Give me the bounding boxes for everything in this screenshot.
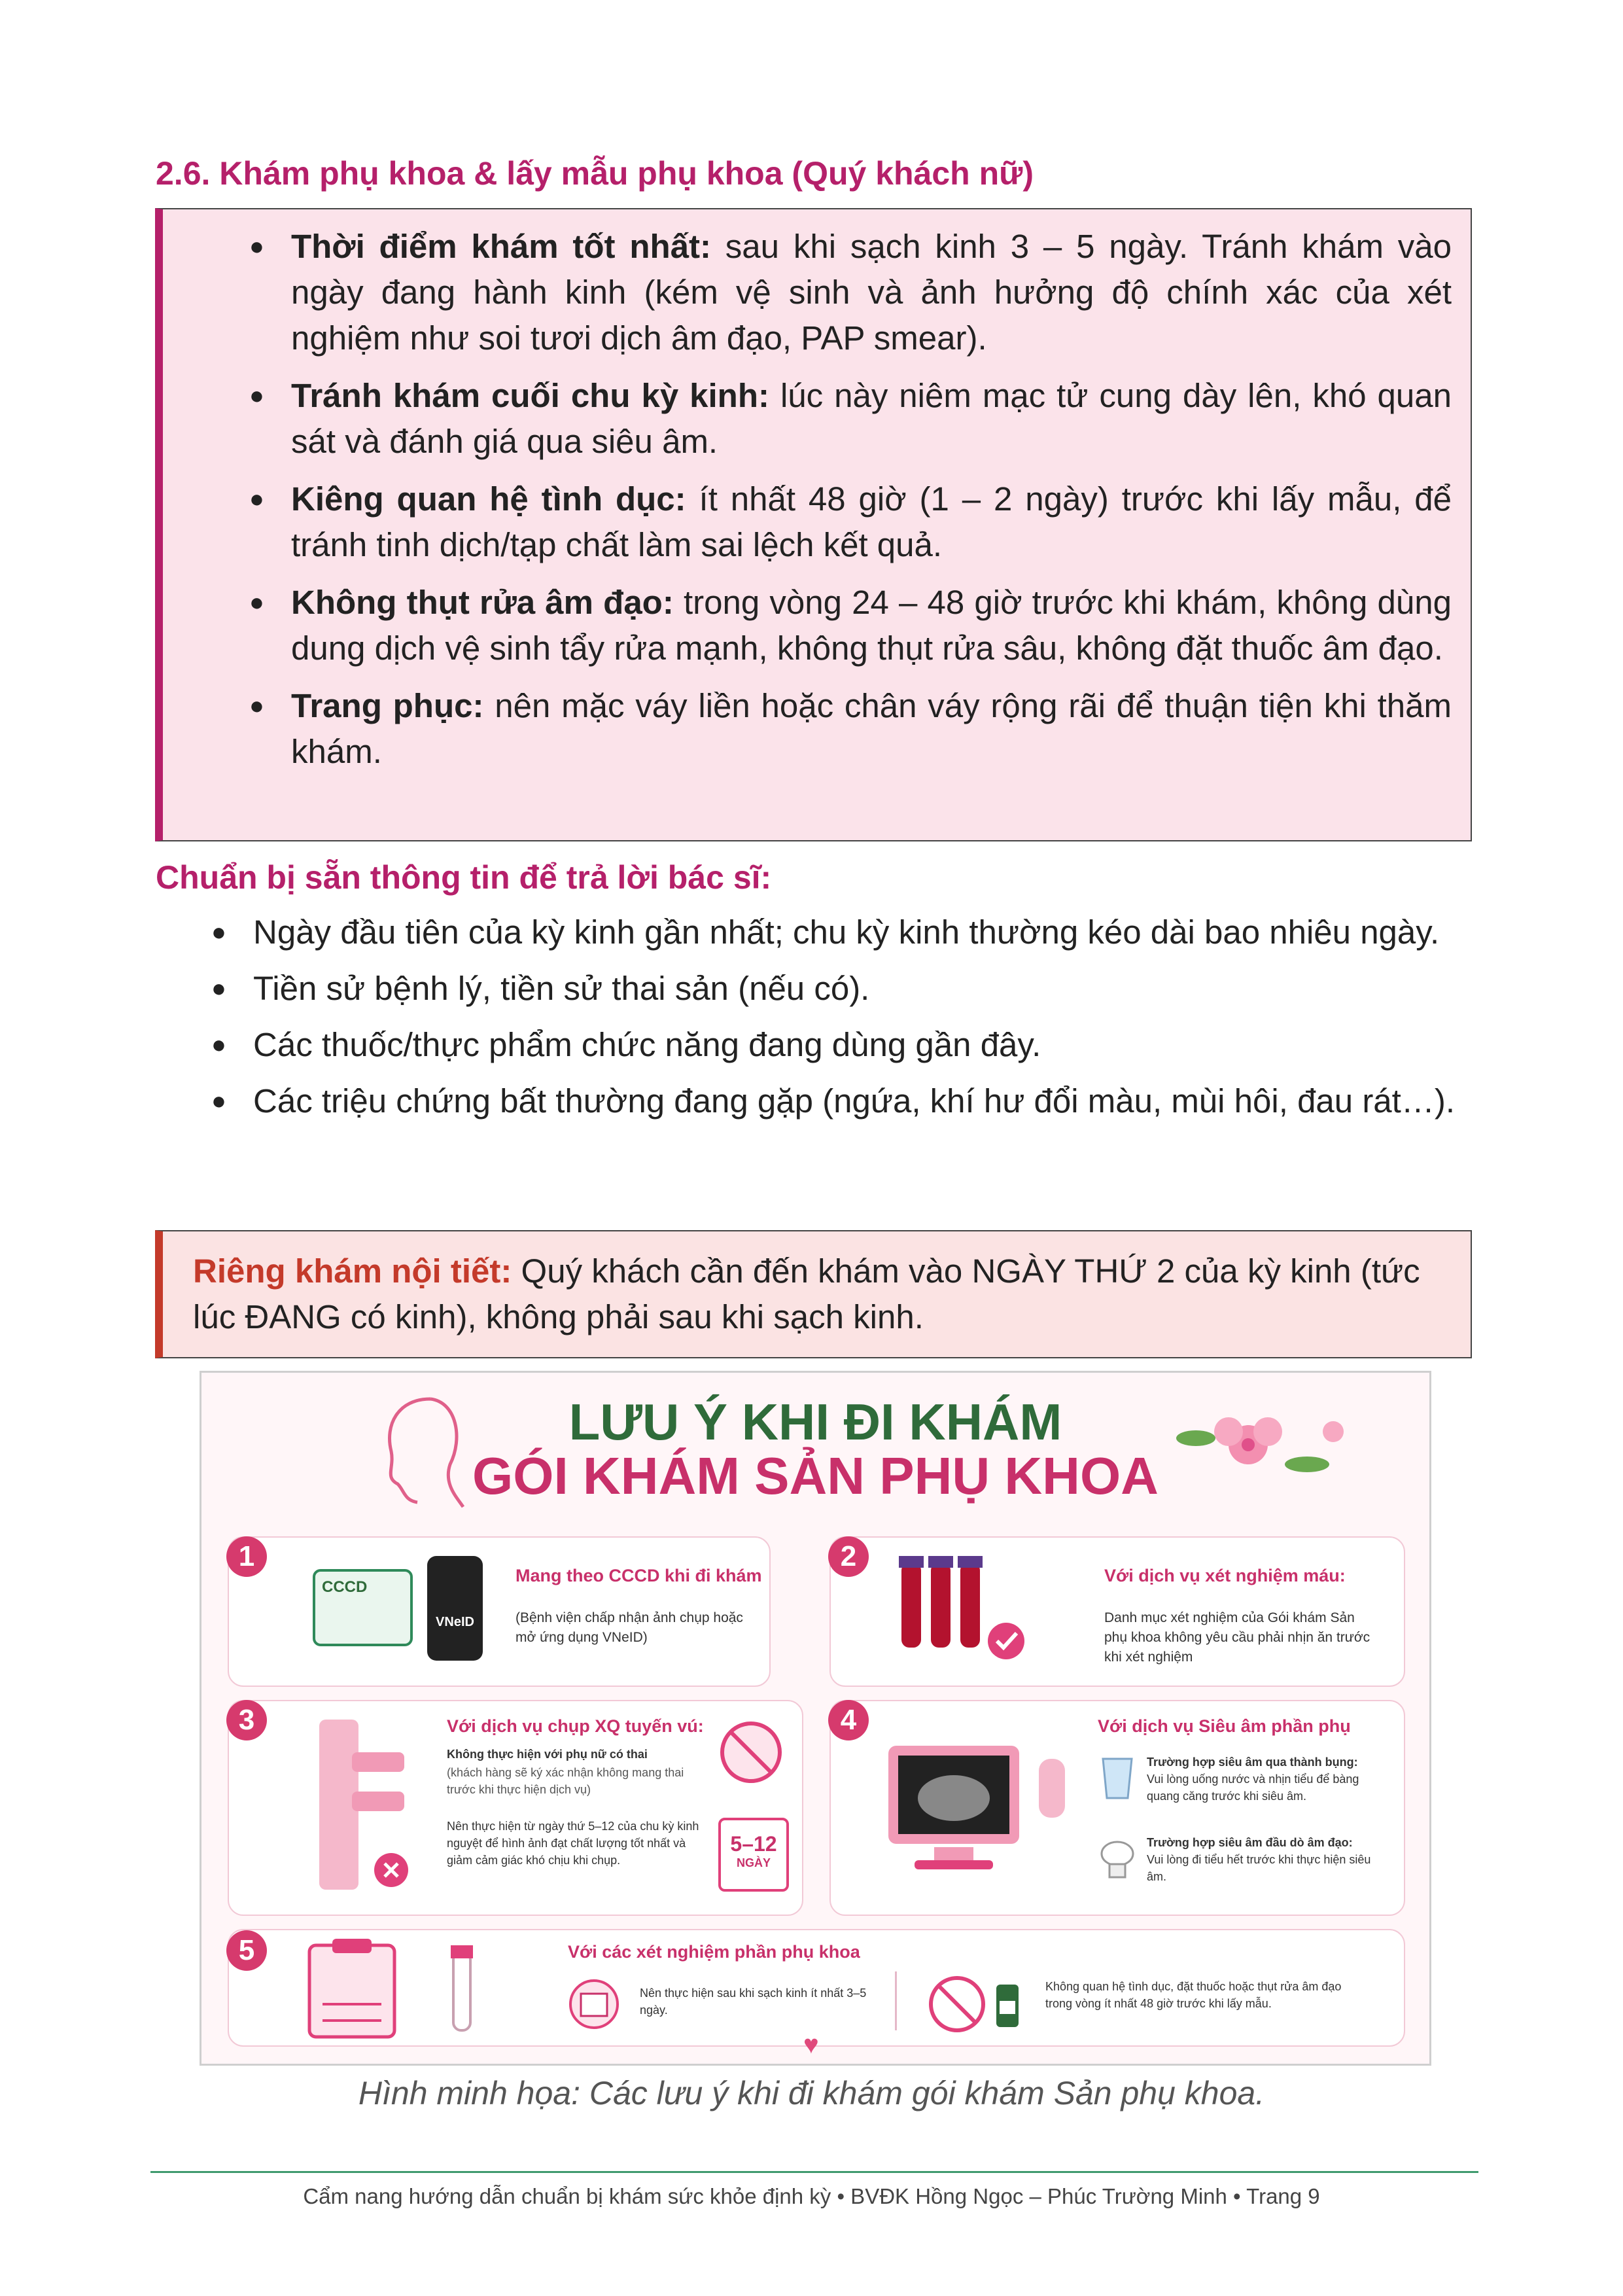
id-card-label: CCCD xyxy=(322,1578,368,1596)
card-bullet: Không thực hiện với phụ nữ có thai xyxy=(447,1748,648,1761)
phone-icon xyxy=(427,1556,483,1661)
list-item xyxy=(249,224,1452,361)
heart-icon: ♥ xyxy=(803,2030,819,2059)
calendar-unit: NGÀY xyxy=(736,1856,771,1869)
tip-label: Tránh khám cuối chu kỳ kinh: xyxy=(291,377,769,414)
card-bullet: Vui lòng uống nước và nhịn tiểu để bàng quang căng trước khi siêu âm. xyxy=(1147,1773,1359,1803)
card-bullet-title: Trường hợp siêu âm qua thành bụng: xyxy=(1147,1756,1358,1769)
list-item xyxy=(249,476,1452,568)
ultrasound-monitor-icon xyxy=(882,1739,1078,1883)
prep-text: Ngày đầu tiên của kỳ kinh gần nhất; chu kỳ kinh thường kéo dài bao nhiêu ngày. xyxy=(253,913,1440,951)
infographic xyxy=(200,1371,1431,2066)
prep-text: Tiền sử bệnh lý, tiền sử thai sản (nếu có). xyxy=(253,970,870,1007)
no-intercourse-icon xyxy=(928,1971,1026,2037)
tip-text: sau khi sạch kinh 3 – 5 ngày. Tránh khám vào ngày đang hành kinh (kém vệ sinh và ảnh hưởng độ chính xác của xét nghiệm như soi tươi dịch âm đạo, PAP smear). xyxy=(291,228,1452,357)
vneid-label: VNeID xyxy=(436,1615,474,1629)
card-number: 4 xyxy=(828,1700,869,1740)
no-pregnancy-icon xyxy=(718,1720,784,1785)
card-number: 5 xyxy=(226,1930,267,1971)
calendar-range: 5–12 xyxy=(730,1832,777,1856)
card-body: (Bệnh viện chấp nhận ảnh chụp hoặc mở ứng dụng VNeID) xyxy=(515,1610,743,1645)
card-number: 2 xyxy=(828,1536,869,1577)
calendar-icon xyxy=(718,1818,789,1892)
card-title: Với các xét nghiệm phần phụ khoa xyxy=(568,1942,860,1962)
bullet-icon: ● xyxy=(249,589,264,616)
note-text: Quý khách cần đến khám vào NGÀY THỨ 2 của kỳ kinh (tức lúc ĐANG có kinh), không phải sau khi sạch kinh. xyxy=(193,1252,1420,1335)
list-item xyxy=(249,683,1452,775)
card-bullet: Không quan hệ tình dục, đặt thuốc hoặc thụt rửa âm đạo trong vòng ít nhất 48 giờ trước khi lấy mẫu. xyxy=(1045,1980,1342,2010)
tip-label: Trang phục: xyxy=(291,687,484,724)
card-title: Với dịch vụ xét nghiệm máu: xyxy=(1104,1566,1346,1585)
bullet-icon: ● xyxy=(211,1087,226,1115)
list-item xyxy=(249,373,1452,465)
list-item xyxy=(211,910,1472,955)
blood-tubes-icon xyxy=(895,1556,1026,1667)
bullet-icon: ● xyxy=(249,233,264,260)
clipboard-test-tube-icon xyxy=(303,1939,499,2043)
list-item xyxy=(211,1022,1472,1068)
prep-title: Chuẩn bị sẵn thông tin để trả lời bác sĩ: xyxy=(156,859,772,896)
bullet-icon: ● xyxy=(211,1031,226,1059)
card-body: Danh mục xét nghiệm của Gói khám Sản phụ khoa không yêu cầu phải nhịn ăn trước khi xét nghiệm xyxy=(1104,1610,1370,1665)
tip-label: Thời điểm khám tốt nhất: xyxy=(291,228,711,265)
id-card-icon xyxy=(313,1569,413,1646)
calendar-clock-icon xyxy=(568,1978,620,2030)
exam-tips-box xyxy=(155,208,1472,841)
bullet-icon: ● xyxy=(249,382,264,410)
tip-text: trong vòng 24 – 48 giờ trước khi khám, không dùng dung dịch vệ sinh tẩy rửa mạnh, không thụt rửa sâu, không đặt thuốc âm đạo. xyxy=(291,584,1452,667)
tip-label: Không thụt rửa âm đạo: xyxy=(291,584,674,621)
exam-tips-list xyxy=(249,224,1452,786)
bullet-icon: ● xyxy=(249,692,264,720)
prep-list xyxy=(211,910,1472,1135)
card-bullet: Nên thực hiện sau khi sạch kinh ít nhất 3–5 ngày. xyxy=(640,1987,867,2017)
note-label: Riêng khám nội tiết: xyxy=(193,1252,512,1290)
section-title: 2.6. Khám phụ khoa & lấy mẫu phụ khoa (Quý khách nữ) xyxy=(156,155,1034,192)
card-bullet: Nên thực hiện từ ngày thứ 5–12 của chu kỳ kinh nguyệt để hình ảnh đạt chất lượng tốt nhất và giảm cảm giác khó chịu khi chụp. xyxy=(447,1820,699,1867)
page-footer: Cẩm nang hướng dẫn chuẩn bị khám sức khỏe định kỳ • BVĐK Hồng Ngọc – Phúc Trường Minh • Trang 9 xyxy=(303,2184,1320,2208)
mammography-machine-icon xyxy=(293,1713,424,1903)
bullet-icon: ● xyxy=(211,975,226,1002)
card-number: 3 xyxy=(226,1700,267,1740)
bullet-icon: ● xyxy=(211,919,226,946)
endocrine-note-box xyxy=(155,1230,1472,1358)
tip-text: lúc này niêm mạc tử cung dày lên, khó quan sát và đánh giá qua siêu âm. xyxy=(291,377,1452,460)
prep-text: Các triệu chứng bất thường đang gặp (ngứa, khí hư đổi màu, mùi hôi, đau rát…). xyxy=(253,1082,1455,1120)
card-title: Với dịch vụ Siêu âm phần phụ xyxy=(1098,1716,1351,1736)
list-item xyxy=(211,966,1472,1012)
tip-text: nên mặc váy liền hoặc chân váy rộng rãi để thuận tiện khi thăm khám. xyxy=(291,687,1452,770)
card-bullet: Vui lòng đi tiểu hết trước khi thực hiện siêu âm. xyxy=(1147,1853,1371,1883)
infographic-title-line2: GÓI KHÁM SẢN PHỤ KHOA xyxy=(472,1447,1159,1505)
water-glass-icon xyxy=(1098,1756,1137,1801)
card-title: Với dịch vụ chụp XQ tuyến vú: xyxy=(447,1716,704,1736)
figure-caption: Hình minh họa: Các lưu ý khi đi khám gói khám Sản phụ khoa. xyxy=(358,2075,1265,2111)
tip-text: ít nhất 48 giờ (1 – 2 ngày) trước khi lấy mẫu, để tránh tinh dịch/tạp chất làm sai lệch kết quả. xyxy=(291,480,1452,563)
divider xyxy=(895,1971,897,2030)
list-item xyxy=(211,1078,1472,1124)
infographic-title-line1: LƯU Ý KHI ĐI KHÁM xyxy=(568,1393,1062,1451)
card-bullet-title: Trường hợp siêu âm đầu dò âm đạo: xyxy=(1147,1836,1353,1849)
prep-text: Các thuốc/thực phẩm chức năng đang dùng gần đây. xyxy=(253,1026,1041,1063)
toilet-icon xyxy=(1098,1834,1137,1880)
bullet-icon: ● xyxy=(249,486,264,513)
footer-divider xyxy=(150,2171,1478,2173)
list-item xyxy=(249,580,1452,671)
card-number: 1 xyxy=(226,1536,267,1577)
card-title: Mang theo CCCD khi đi khám xyxy=(515,1566,762,1585)
card-note: (khách hàng sẽ ký xác nhận không mang thai trước khi thực hiện dịch vụ) xyxy=(447,1766,684,1796)
tip-label: Kiêng quan hệ tình dục: xyxy=(291,480,686,518)
